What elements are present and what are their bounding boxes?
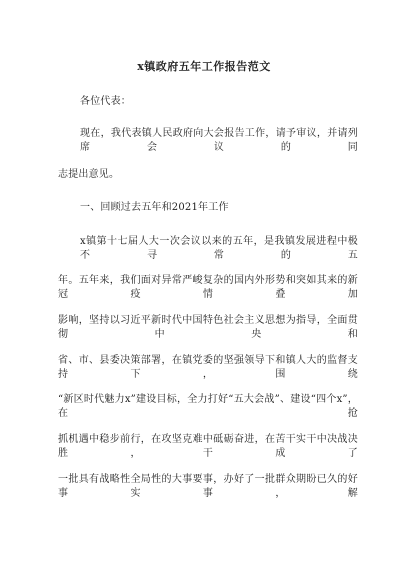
document-title: x镇政府五年工作报告范文 [137,60,271,73]
paragraph-line: 抓机遇中稳步前行，在攻坚克难中砥砺奋进，在苦干实干中决战决胜，干成了 [58,434,358,459]
paragraph-line: 一批具有战略性全局性的大事要事，办好了一批群众期盼已久的好事实事，解 [58,474,358,499]
paragraph-line: 省、市、县委决策部署，在镇党委的坚强领导下和镇人大的监督支持下，围绕 [58,355,358,380]
salutation: 各位代表： [80,96,131,107]
paragraph-line: 年。五年来，我们面对异常严峻复杂的国内外形势和突如其来的新冠疫情叠加 [58,275,358,300]
section-heading: 一、回顾过去五年和2021年工作 [80,202,229,213]
paragraph-line: x镇第十七届人大一次会议以来的五年，是我镇发展进程中极不寻常的五 [80,236,358,261]
paragraph-line: “新区时代魅力x”建设目标，全力打好“五大会战”、建设“四个x”，在抢 [58,394,358,419]
paragraph-line: 志提出意见。 [58,169,120,180]
paragraph-line: 影响，坚持以习近平新时代中国特色社会主义思想为指导，全面贯彻中央和 [58,315,358,340]
paragraph-line: 现在，我代表镇人民政府向大会报告工作，请予审议，并请列席会议的同 [80,128,358,153]
